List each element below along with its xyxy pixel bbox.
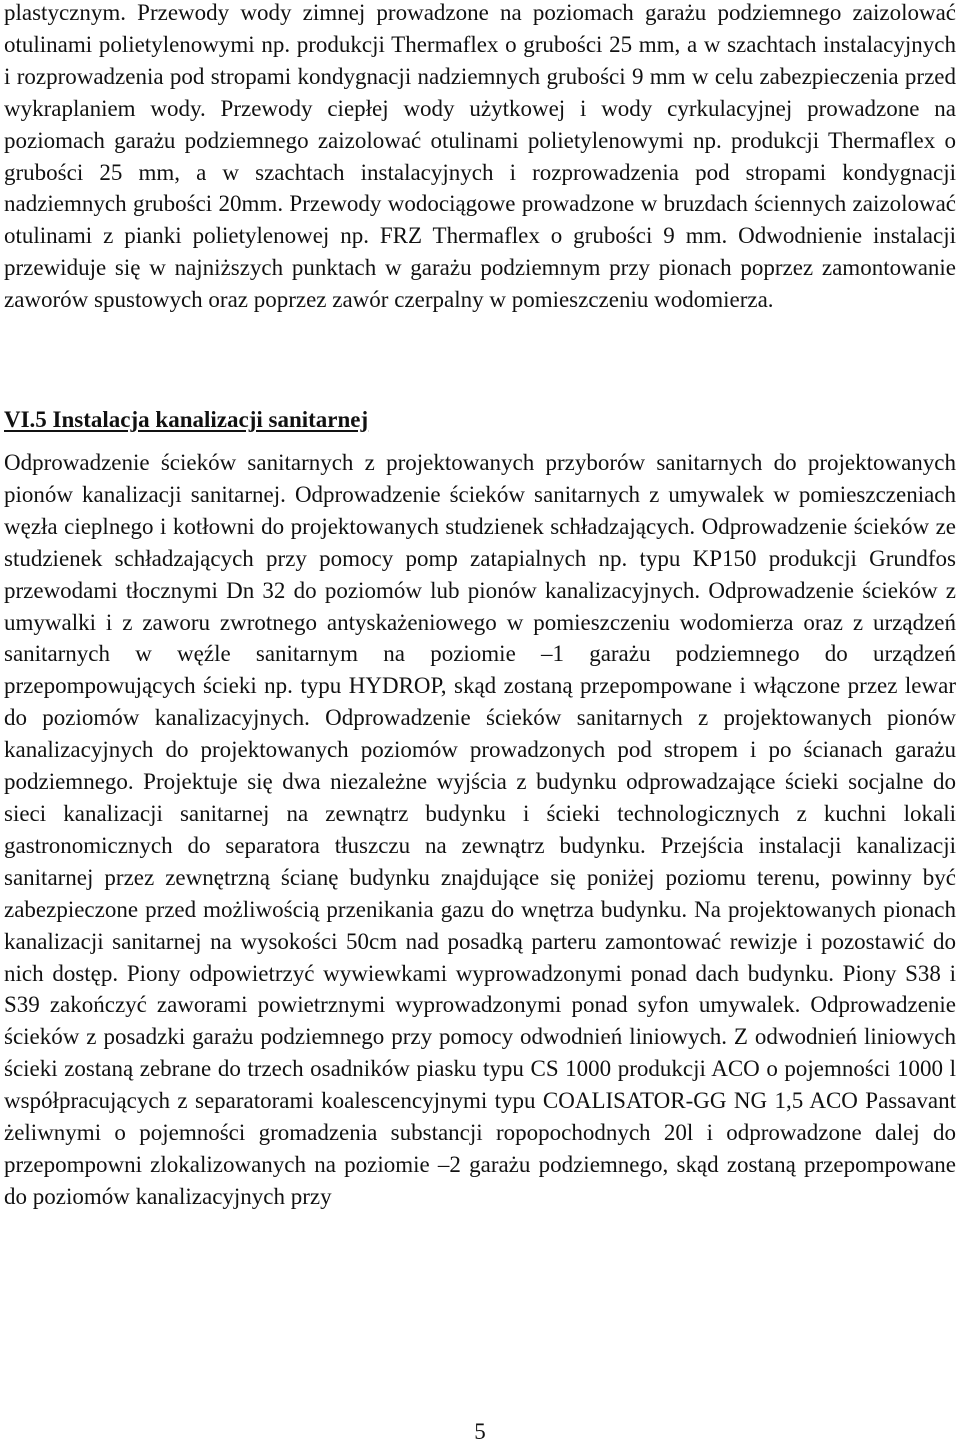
page-number: 5 <box>474 1419 486 1444</box>
body-paragraph: Odprowadzenie ścieków sanitarnych z projektowanych przyborów sanitarnych do projektowanych pionów kanalizacji sanitarnej. Odprowadzenie ścieków sanitarnych z umywalek w pomieszczeniach węzła cieplnego i kotłowni do projektowanych studzienek schładzających. Odprowadzenie ścieków ze studzienek schładzających przy pomocy pomp zatapialnych np. typu KP150 produkcji Grundfos przewodami tłocznymi Dn 32 do poziomów lub pionów kanalizacyjnych. Odprowadzenie ścieków z umywalki i z zaworu zwrotnego antyskażeniowego w pomieszczeniu wodomierza oraz z urządzeń sanitarnych w węźle sanitarnym na poziomie –1 garażu podziemnego do urządzeń przepompowujących ścieki np. typu HYDROP, skąd zostaną przepompowane i włączone przez lewar do poziomów kanalizacyjnych. Odprowadzenie ścieków sanitarnych z projektowanych pionów kanalizacyjnych do projektowanych poziomów prowadzonych pod stropem i po ścianach garażu podziemnego. Projektuje się dwa niezależne wyjścia z budynku odprowadzające ścieki socjalne do sieci kanalizacji sanitarnej na zewnątrz budynku i ścieki technologicznych z kuchni lokali gastronomicznych do separatora tłuszczu na zewnątrz budynku. Przejścia instalacji kanalizacji sanitarnej przez zewnętrzną ścianę budynku znajdujące się poniżej poziomu terenu, powinny być zabezpieczone przed możliwością przenikania gazu do wnętrza budynku. Na projektowanych pionach kanalizacji sanitarnej na wysokości 50cm nad posadką parteru zamontować rewizje i pozostawić do nich dostęp. Piony odpowietrzyć wywiewkami wyprowadzonymi ponad dach budynku. Piony S38 i S39 zakończyć zaworami powietrznymi wyprowadzonymi ponad syfon umywalek. Odprowadzenie ścieków z posadzki garażu podziemnego przy pomocy odwodnień liniowych. Z odwodnień liniowych ścieki zostaną zebrane do trzech osadników piasku typu CS 1000 produkcji ACO o pojemności 1000 l współpracujących z separatorami koalescencyjnymi typu COALISATOR-GG NG 1,5 ACO Passavant żeliwnymi o pojemności gromadzenia substancji ropopochodnych 20l i odprowadzone dalej do przepompowni zlokalizowanych na poziomie –2 garażu podziemnego, skąd zostaną przepompowane do poziomów kanalizacyjnych przy <box>4 450 956 1209</box>
section-heading: VI.5 Instalacja kanalizacji sanitarnej <box>4 407 369 432</box>
body-paragraph: plastycznym. Przewody wody zimnej prowadzone na poziomach garażu podziemnego zaizolować otulinami polietylenowymi np. produkcji Thermaflex o grubości 25 mm, a w szachtach instalacyjnych i rozprowadzenia pod stropami kondygnacji nadziemnych grubości 9 mm w celu zabezpieczenia przed wykraplaniem wody. Przewody ciepłej wody użytkowej i wody cyrkulacyjnej prowadzone na poziomach garażu podziemnego zaizolować otulinami polietylenowymi np. produkcji Thermaflex o grubości 25 mm, a w szachtach instalacyjnych i rozprowadzenia pod stropami kondygnacji nadziemnych grubości 20mm. Przewody wodociągowe prowadzone w bruzdach ściennych zaizolować otulinami z pianki polietylenowej np. FRZ Thermaflex o grubości 9 mm. Odwodnienie instalacji przewiduje się w najniższych punktach w garażu podziemnym przy pionach poprzez zamontowanie zaworów spustowych oraz poprzez zawór czerpalny w pomieszczeniu wodomierza. <box>4 0 956 313</box>
